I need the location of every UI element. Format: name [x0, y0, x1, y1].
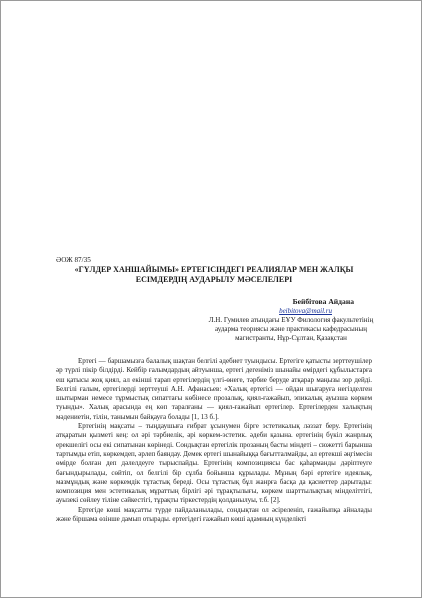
affiliation-line: аударма теориясы және практикасы кафедрасының — [215, 325, 367, 333]
author-name: Бейбітова Айдана — [292, 297, 354, 306]
udc-code: ӘОЖ 87/35 — [56, 256, 91, 264]
paper-body — [56, 357, 372, 524]
body-paragraph: Ертегінің мақсаты – тыңдаушыға ғибрат ұсынумен бірге эстетикалық ләззат беру. Ертегінің атқаратын қызметі кең: ол әрі тәрбиелік, әрі көркем-эстетик. әдеби қазына. ертегінің бүкіл жанрлық ерекшелігі осы екі сипатынан көрінеді. Сондықтан ертегілік прозаның басты міндеті – сюжетті барынша тартымды етіп, көркемдеп, әрлеп баяндау. Демек ертегі шынайыққа бағытталмайды, ал ертекші әңгімесін өмірде болған деп дәлелдеуге тырыспайды. Ертегінің композициясы бас қаһарманды дәріптеуге бағындырылады, сөйтіп, ол белгілі бір сұлба бойынша құрылады. Мұның бәрі ертегіге идеялық, мазмұндық және көркемдік тұтастық береді. Осы тұтастық бұл жанрға басқа да қасиеттер дарытады: композиция мен эстетикалық мұраттың бірлігі әрі тұрақтылығы, көркем шарттылықтың мінделіттігі, ауызекі сөйлеу тіліне сәйкестігі, тұрақты тіркестердің қолданылуы, т.б. [2]. — [56, 422, 372, 505]
paper-title-line-2: ЕСІМДЕРДІҢ АУДАРЫЛУ МӘСЕЛЕЛЕРІ — [135, 275, 293, 284]
affiliation-line: магистранты, Нұр-Сұлтан, Қазақстан — [235, 334, 347, 342]
affiliation-line: Л.Н. Гумилев атындағы ЕҰУ Филология факультетінің — [208, 316, 374, 324]
author-email-link[interactable]: beibitova@mail.ru — [279, 307, 332, 315]
paper-title-line-1: «ГҮЛДЕР ХАНШАЙЫМЫ» ЕРТЕГІСІНДЕГІ РЕАЛИЯЛАР МЕН ЖАЛҚЫ — [74, 265, 354, 274]
paper-page — [56, 256, 372, 524]
body-paragraph: Ертегі — баршамызға балалық шақтан белгілі әдебиет туындысы. Ертегіге қатысты зерттеушілер әр түрлі пікір білдірді. Кейбір ғалымдардың айтуынша, ертегі дегеніміз шынайы өмірдегі құбылыстарға еш қатысы жоқ қиял, ал екінші тарап ертегілердің үлгі-өнеге, тәрбие беруде атқарар маңызы зор дейді. Белгілі ғалым, ертегілерді зерттеуші А.Н. Афанасьев: «Халық ертегісі — ойдан шығаруға негізделген шытырман немесе тұрмыстық сипаттағы көбінесе прозалық, қиял-ғажайып, эпикалық ауызша көркем туынды». Халық арасында ең көп таралғаны — қиял-ғажайып ертегілер. Ертегілерден халықтың мәдениетін, тілін, танымын байқауға болады [1, 13 б.]. — [56, 357, 372, 421]
author-affiliation — [56, 316, 372, 343]
body-paragraph: Ертегіде көші мақсатты түрде пайдаланылады, сондықтан ол әсіреленіп, ғажайыпқа айналады және біршама өзінше дамып отырады. ертегідегі ғажайып көші адамның күнделікті — [56, 505, 372, 524]
